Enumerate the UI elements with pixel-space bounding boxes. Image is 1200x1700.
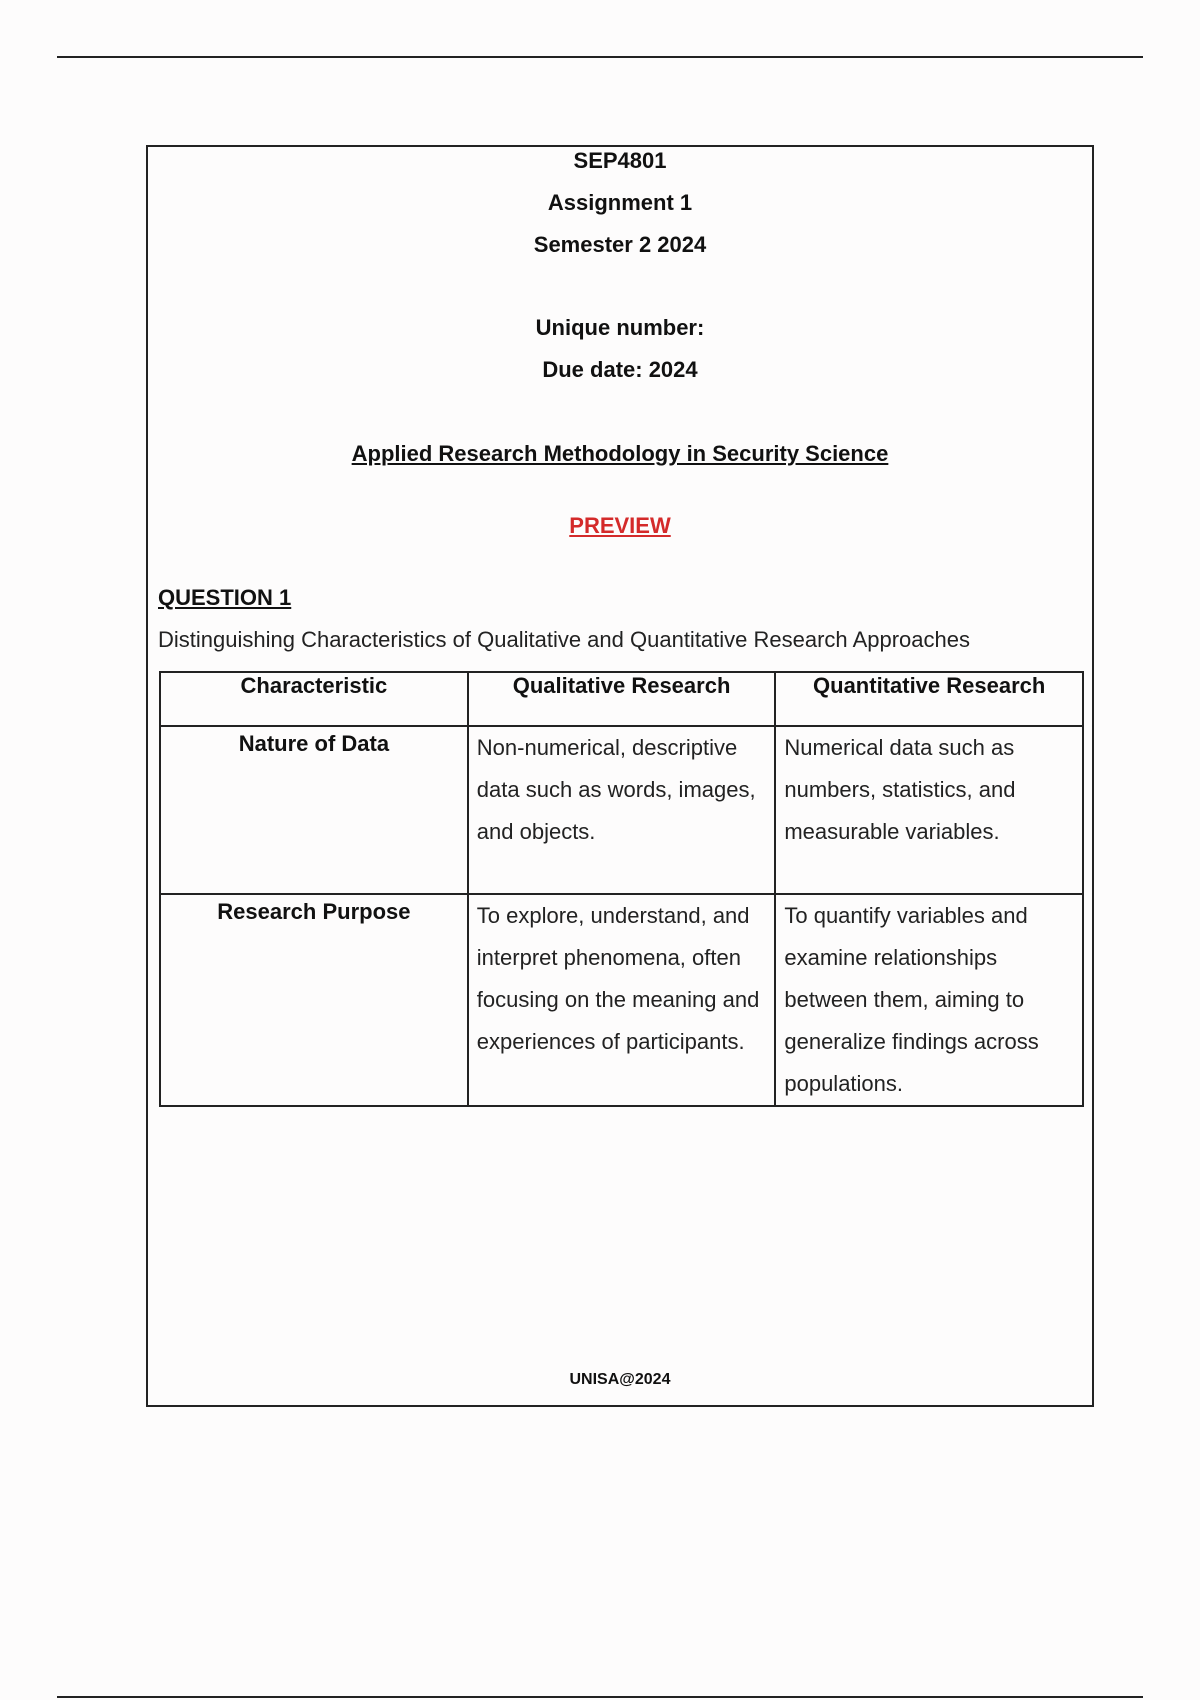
bottom-rule [57, 1696, 1143, 1698]
row-quantitative: To quantify variables and examine relationships between them, aiming to generalize findings across populations. [775, 894, 1083, 1106]
row-characteristic: Research Purpose [160, 894, 468, 1106]
cover-frame [146, 145, 1094, 1407]
header-quantitative: Quantitative Research [775, 672, 1083, 726]
table-row [160, 894, 1083, 1106]
table-row [160, 726, 1083, 894]
course-title-line [148, 441, 1092, 467]
row-characteristic: Nature of Data [160, 726, 468, 894]
question-heading: QUESTION 1 [158, 585, 292, 610]
header-characteristic: Characteristic [160, 672, 468, 726]
semester-label: Semester 2 2024 [533, 232, 707, 257]
due-date-label: Due date: 2024 [542, 357, 698, 382]
question-intro: Distinguishing Characteristics of Qualitative and Quantitative Research Approaches [158, 627, 970, 652]
header-qualitative: Qualitative Research [468, 672, 776, 726]
unique-number-label: Unique number: [535, 315, 705, 340]
row-quantitative: Numerical data such as numbers, statistics, and measurable variables. [775, 726, 1083, 894]
course-code: SEP4801 [573, 148, 667, 173]
footer-copyright: UNISA@2024 [569, 1371, 671, 1388]
comparison-table [159, 671, 1084, 1107]
table-header-row [160, 672, 1083, 726]
preview-label: PREVIEW [569, 513, 671, 538]
row-qualitative: Non-numerical, descriptive data such as words, images, and objects. [468, 726, 776, 894]
preview-line [148, 513, 1092, 539]
assignment-label: Assignment 1 [547, 190, 693, 215]
row-qualitative: To explore, understand, and interpret phenomena, often focusing on the meaning and experiences of participants. [468, 894, 776, 1106]
top-rule [57, 56, 1143, 58]
course-title: Applied Research Methodology in Security Science [351, 441, 889, 466]
